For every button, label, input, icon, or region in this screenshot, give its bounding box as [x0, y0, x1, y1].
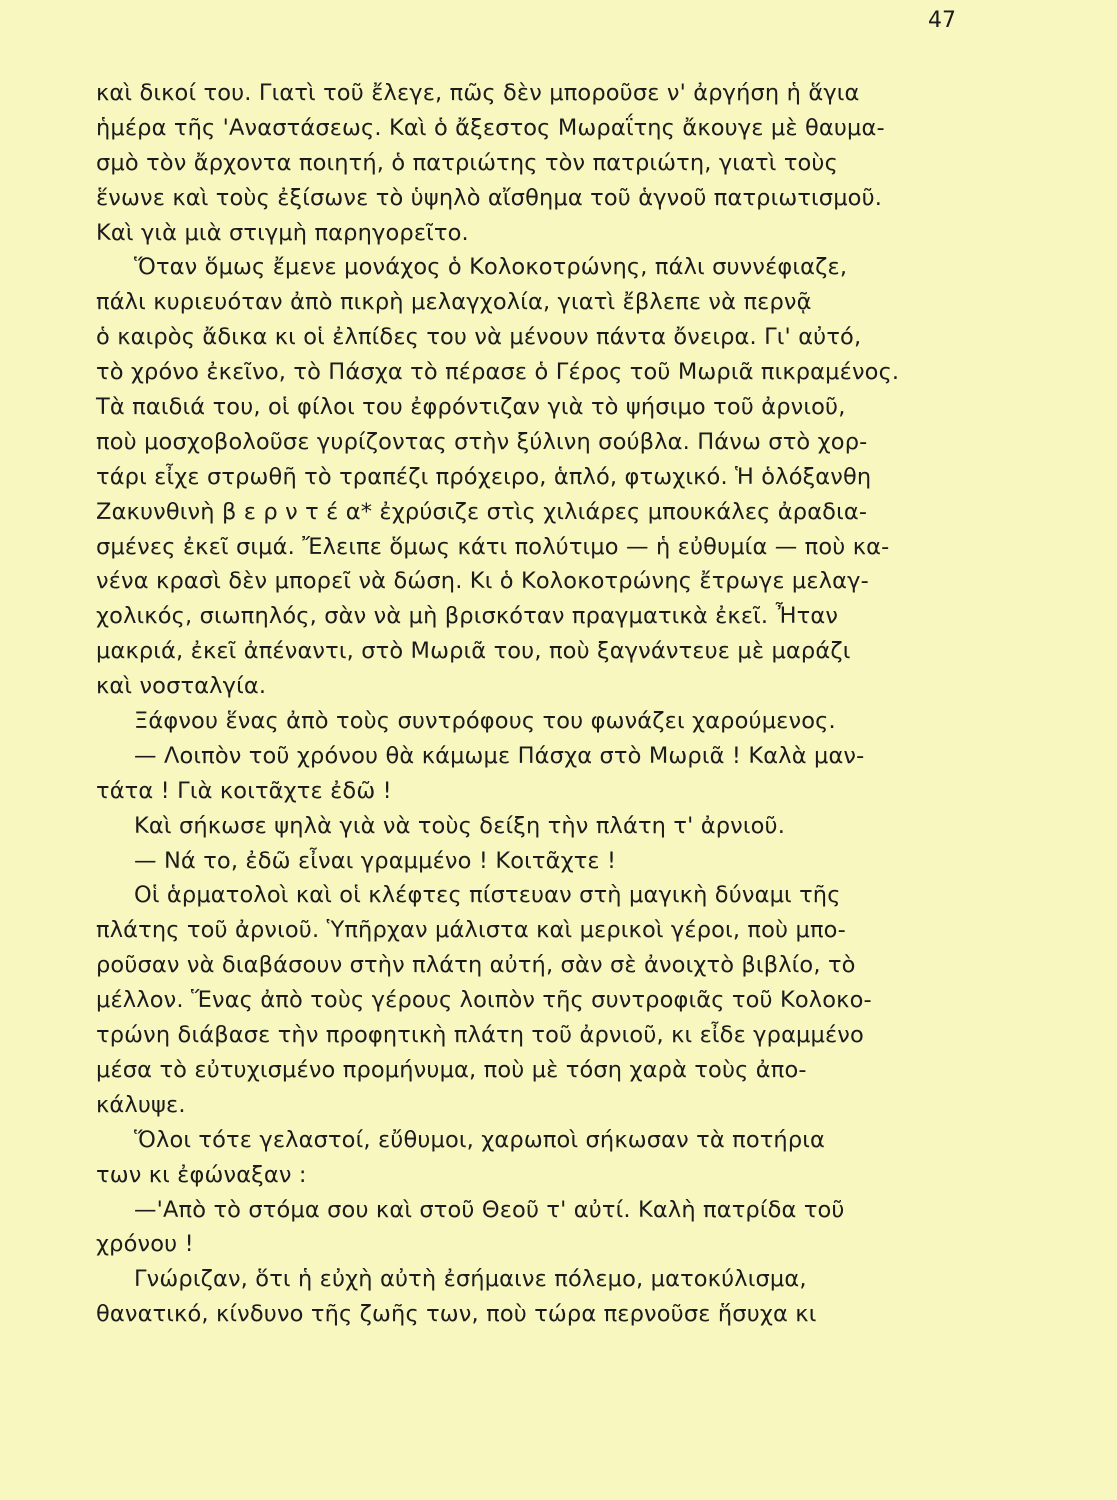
- text-line: κάλυψε.: [96, 1091, 186, 1118]
- text-line: — Νά το, ἐδῶ εἶναι γραμμένο ! Κοιτᾶχτε !: [134, 847, 617, 874]
- text-line: χρόνου !: [96, 1231, 194, 1258]
- text-line: Ξάφνου ἕνας ἀπὸ τοὺς συντρόφους του φωνάζει χαρούμενος.: [134, 708, 836, 735]
- text-line: ἡμέρα τῆς 'Αναστάσεως. Καὶ ὁ ἄξεστος Μωραΐτης ἄκουγε μὲ θαυμα-: [96, 114, 885, 141]
- text-line: μέσα τὸ εὐτυχισμένο προμήνυμα, ποὺ μὲ τόση χαρὰ τοὺς ἀπο-: [96, 1056, 807, 1083]
- text-line: πλάτης τοῦ ἀρνιοῦ. Ὑπῆρχαν μάλιστα καὶ μερικοὶ γέροι, ποὺ μπο-: [96, 917, 846, 944]
- page-number: 47: [928, 8, 956, 33]
- text-line: ροῦσαν νὰ διαβάσουν στὴν πλάτη αὐτή, σὰν σὲ ἀνοιχτὸ βιβλίο, τὸ: [96, 952, 856, 979]
- text-line: καὶ νοσταλγία.: [96, 673, 267, 700]
- text-line: πάλι κυριευόταν ἀπὸ πικρὴ μελαγχολία, γιατὶ ἔβλεπε νὰ περνᾷ: [96, 289, 812, 316]
- text-line: τὸ χρόνο ἐκεῖνο, τὸ Πάσχα τὸ πέρασε ὁ Γέρος τοῦ Μωριᾶ πικραμένος.: [96, 359, 900, 386]
- text-line: Γνώριζαν, ὅτι ἡ εὐχὴ αὐτὴ ἐσήμαινε πόλεμο, ματοκύλισμα,: [134, 1266, 807, 1293]
- text-line: σμένες ἐκεῖ σιμά. Ἔλειπε ὅμως κάτι πολύτιμο — ἡ εὐθυμία — ποὺ κα-: [96, 533, 890, 560]
- text-line: Ὅλοι τότε γελαστοί, εὔθυμοι, χαρωποὶ σήκωσαν τὰ ποτήρια: [134, 1126, 826, 1153]
- text-line: ὁ καιρὸς ἄδικα κι οἱ ἐλπίδες του νὰ μένουν πάντα ὄνειρα. Γι' αὐτό,: [96, 324, 862, 351]
- text-line: χολικός, σιωπηλός, σὰν νὰ μὴ βρισκόταν πραγματικὰ ἐκεῖ. Ἦταν: [96, 603, 839, 630]
- text-line: τρώνη διάβασε τὴν προφητικὴ πλάτη τοῦ ἀρνιοῦ, κι εἶδε γραμμένο: [96, 1022, 864, 1049]
- text-line: Οἱ ἁρματολοὶ καὶ οἱ κλέφτες πίστευαν στὴ μαγικὴ δύναμι τῆς: [134, 882, 841, 909]
- text-line: καὶ δικοί του. Γιατὶ τοῦ ἔλεγε, πῶς δὲν μποροῦσε ν' ἀργήση ἡ ἅγια: [96, 80, 860, 106]
- text-line: σμὸ τὸν ἄρχοντα ποιητή, ὁ πατριώτης τὸν πατριώτη, γιατὶ τοὺς: [96, 149, 838, 176]
- text-line: ποὺ μοσχοβολοῦσε γυρίζοντας στὴν ξύλινη σούβλα. Πάνω στὸ χορ-: [96, 428, 868, 455]
- text-line: νένα κρασὶ δὲν μπορεῖ νὰ δώση. Κι ὁ Κολοκοτρώνης ἔτρωγε μελαγ-: [96, 568, 869, 595]
- text-line: μέλλον. Ἕνας ἀπὸ τοὺς γέρους λοιπὸν τῆς συντροφιᾶς τοῦ Κολοκο-: [96, 987, 872, 1014]
- text-line: Ζακυνθινὴ β ε ρ ν τ έ α* ἐχρύσιζε στὶς χιλιάρες μπουκάλες ἀραδια-: [96, 498, 868, 525]
- text-line: —'Απὸ τὸ στόμα σου καὶ στοῦ Θεοῦ τ' αὐτί. Καλὴ πατρίδα τοῦ: [134, 1196, 845, 1223]
- text-line: Ὅταν ὅμως ἔμενε μονάχος ὁ Κολοκοτρώνης, πάλι συννέφιαζε,: [134, 254, 848, 281]
- text-line: τάρι εἶχε στρωθῆ τὸ τραπέζι πρόχειρο, ἁπλό, φτωχικό. Ἡ ὁλόξανθη: [96, 463, 872, 490]
- text-line: — Λοιπὸν τοῦ χρόνου θὰ κάμωμε Πάσχα στὸ Μωριᾶ ! Καλὰ μαν-: [134, 742, 865, 769]
- text-line: ἕνωνε καὶ τοὺς ἐξίσωνε τὸ ὑψηλὸ αἴσθημα τοῦ ἁγνοῦ πατριωτισμοῦ.: [96, 184, 883, 211]
- text-line: των κι ἐφώναξαν :: [96, 1161, 307, 1188]
- body-text: [96, 76, 976, 1332]
- text-line: Καὶ γιὰ μιὰ στιγμὴ παρηγορεῖτο.: [96, 219, 469, 246]
- text-line: τάτα ! Γιὰ κοιτᾶχτε ἐδῶ !: [96, 777, 392, 804]
- text-line: Τὰ παιδιά του, οἱ φίλοι του ἐφρόντιζαν γιὰ τὸ ψήσιμο τοῦ ἀρνιοῦ,: [96, 394, 846, 421]
- text-line: θανατικό, κίνδυνο τῆς ζωῆς των, ποὺ τώρα περνοῦσε ἥσυχα κι: [96, 1301, 817, 1328]
- text-line: μακριά, ἐκεῖ ἀπέναντι, στὸ Μωριᾶ του, ποὺ ξαγνάντευε μὲ μαράζι: [96, 638, 851, 665]
- text-line: Καὶ σήκωσε ψηλὰ γιὰ νὰ τοὺς δείξη τὴν πλάτη τ' ἀρνιοῦ.: [134, 812, 785, 839]
